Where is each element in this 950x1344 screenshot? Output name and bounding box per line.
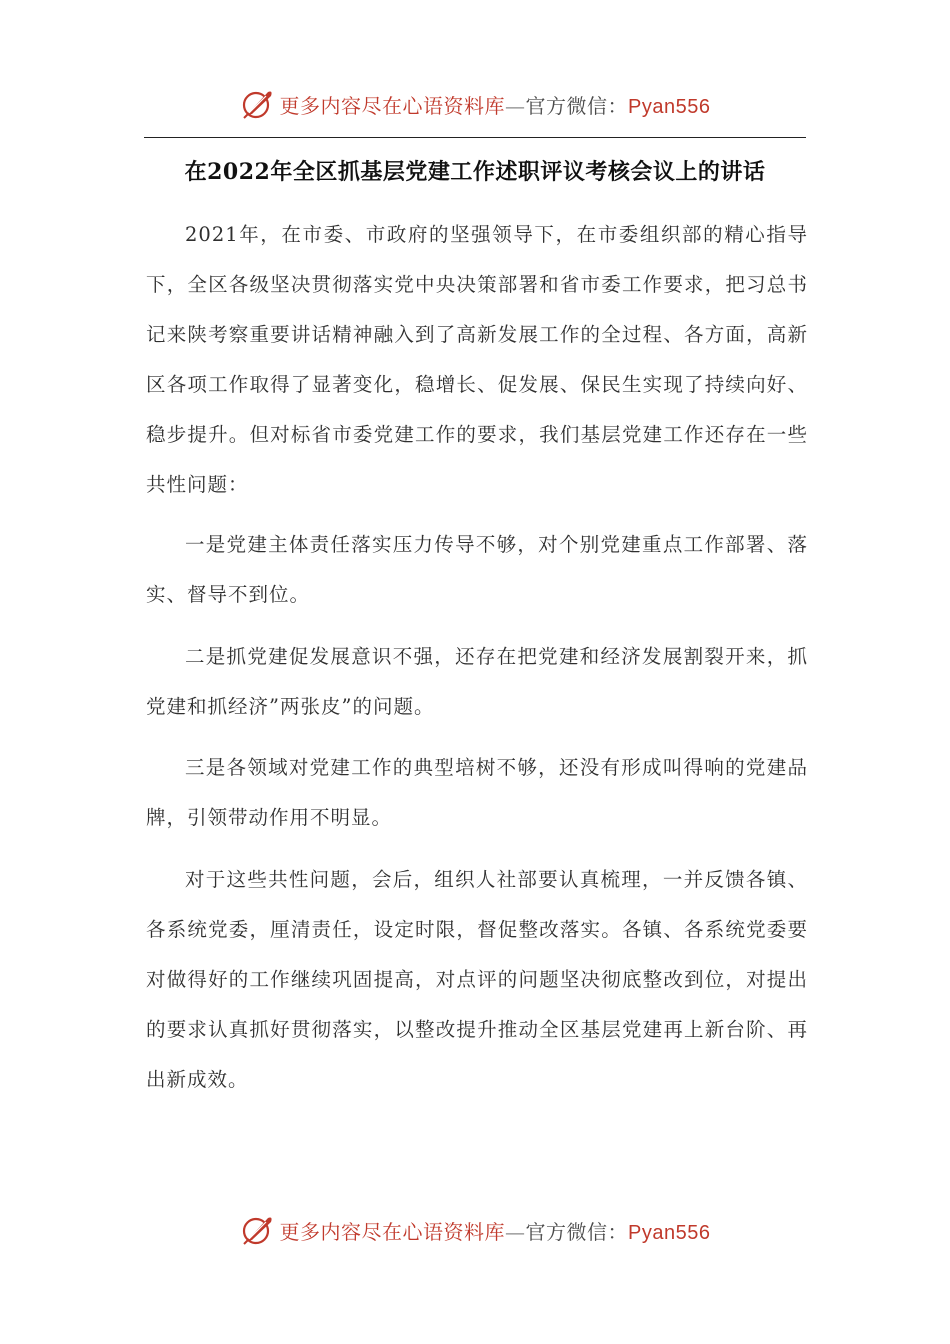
header-divider (144, 137, 806, 138)
paragraph-issue-two: 二是抓党建促发展意识不强，还存在把党建和经济发展割裂开来，抓党建和抓经济”两张皮”的问题。 (146, 645, 808, 718)
paragraph-issue-one: 一是党建主体责任落实压力传导不够，对个别党建重点工作部署、落实、督导不到位。 (146, 533, 808, 606)
banner-wechat-label: 官方微信： (525, 1219, 629, 1244)
quill-pen-logo-icon (240, 1212, 276, 1248)
banner-dash: — (505, 93, 526, 118)
banner-main-text: 更多内容尽在心语资料库 (279, 1219, 506, 1244)
banner-wechat-id: Pyan556 (628, 1221, 711, 1244)
paragraph-issue-three: 三是各领域对党建工作的典型培树不够，还没有形成叫得响的党建品牌，引领带动作用不明显。 (146, 756, 808, 829)
banner-text (280, 90, 711, 119)
header-banner (0, 84, 950, 124)
footer-banner (0, 1210, 950, 1250)
quill-pen-logo-icon (240, 86, 276, 122)
paragraph-conclusion: 对于这些共性问题，会后，组织人社部要认真梳理，一并反馈各镇、各系统党委，厘清责任，设定时限，督促整改落实。各镇、各系统党委要对做得好的工作继续巩固提高，对点评的问题坚决彻底整改到位，对提出的要求认真抓好贯彻落实，以整改提升推动全区基层党建再上新台阶、再出新成效。 (146, 868, 808, 1091)
banner-main-text: 更多内容尽在心语资料库 (279, 93, 506, 118)
banner-wechat-label: 官方微信： (525, 93, 629, 118)
document-title: 在2022年全区抓基层党建工作述职评议考核会议上的讲话 (184, 159, 766, 185)
banner-dash: — (505, 1219, 526, 1244)
banner-text (280, 1216, 711, 1245)
paragraph-intro: 2021年，在市委、市政府的坚强领导下，在市委组织部的精心指导下，全区各级坚决贯彻落实党中央决策部署和省市委工作要求，把习总书记来陕考察重要讲话精神融入到了高新发展工作的全过程、各方面，高新区各项工作取得了显著变化，稳增长、促发展、保民生实现了持续向好、稳步提升。但对标省市委党建工作的要求，我们基层党建工作还存在一些共性问题： (146, 223, 808, 496)
banner-wechat-id: Pyan556 (628, 95, 711, 118)
